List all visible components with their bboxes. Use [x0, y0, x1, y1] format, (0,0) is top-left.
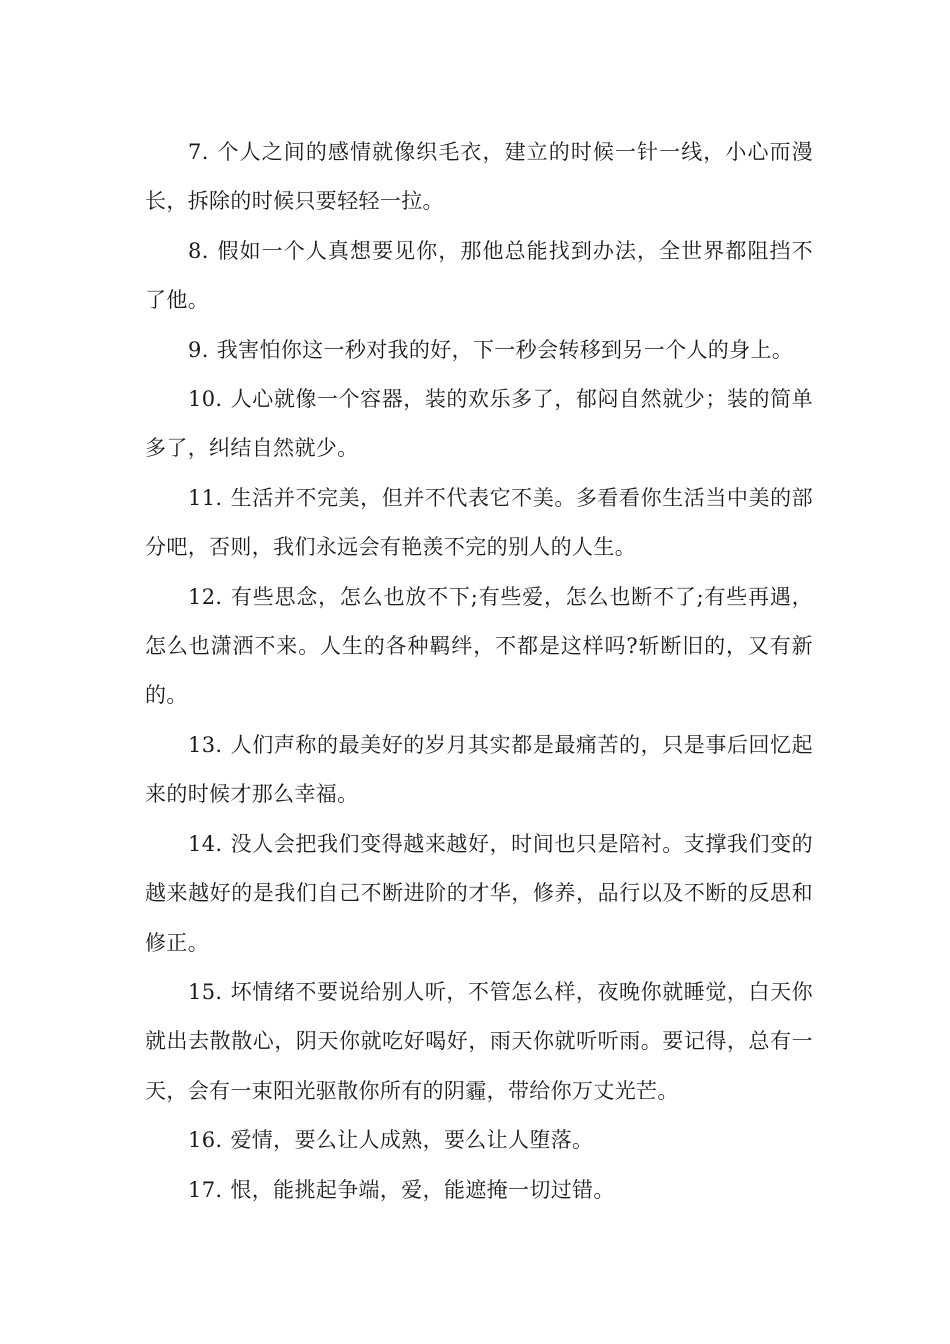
- paragraph-12: [145, 573, 813, 721]
- paragraph-text: 恨，能挑起争端，爱，能遮掩一切过错。: [230, 1177, 615, 1202]
- paragraph-text: 坏情绪不要说给别人听，不管怎么样，夜晚你就睡觉，白天你就出去散散心，阴天你就吃好喝好，雨天你就听听雨。要记得，总有一天，会有一束阳光驱散你所有的阴霾，带给你万丈光芒。: [145, 979, 813, 1103]
- paragraph-number: 15.: [188, 979, 223, 1004]
- paragraph-11: [145, 474, 813, 573]
- paragraph-number: 9.: [188, 337, 209, 362]
- document-body: [145, 128, 813, 1215]
- paragraph-number: 14.: [188, 831, 223, 856]
- paragraph-number: 10.: [188, 387, 223, 412]
- paragraph-text: 假如一个人真想要见你，那他总能找到办法，全世界都阻挡不了他。: [145, 238, 813, 313]
- paragraph-7: [145, 128, 813, 227]
- paragraph-text: 没人会把我们变得越来越好，时间也只是陪衬。支撑我们变的越来越好的是我们自己不断进阶的才华，修养，品行以及不断的反思和修正。: [145, 831, 813, 955]
- paragraph-number: 13.: [188, 732, 223, 757]
- paragraph-10: [145, 375, 813, 474]
- paragraph-16: [145, 1116, 813, 1165]
- paragraph-number: 17.: [188, 1177, 223, 1202]
- paragraph-13: [145, 721, 813, 820]
- paragraph-number: 11.: [188, 485, 223, 510]
- paragraph-number: 7.: [188, 140, 209, 164]
- paragraph-text: 个人之间的感情就像织毛衣，建立的时候一针一线，小心而漫长，拆除的时候只要轻轻一拉。: [145, 140, 813, 214]
- paragraph-14: [145, 820, 813, 968]
- paragraph-number: 12.: [188, 584, 223, 609]
- paragraph-8: [145, 227, 813, 326]
- paragraph-9: [145, 326, 813, 375]
- paragraph-text: 人心就像一个容器，装的欢乐多了，郁闷自然就少；装的简单多了，纠结自然就少。: [145, 387, 813, 461]
- paragraph-text: 有些思念，怎么也放不下;有些爱，怎么也断不了;有些再遇，怎么也潇洒不来。人生的各种羁绊，不都是这样吗?斩断旧的，又有新的。: [145, 584, 813, 708]
- paragraph-text: 爱情，要么让人成熟，要么让人堕落。: [230, 1128, 594, 1153]
- paragraph-text: 生活并不完美，但并不代表它不美。多看看你生活当中美的部分吧，否则，我们永远会有艳羡不完的别人的人生。: [145, 485, 813, 560]
- paragraph-17: [145, 1166, 813, 1215]
- paragraph-number: 8.: [188, 238, 209, 263]
- paragraph-15: [145, 968, 813, 1116]
- paragraph-number: 16.: [188, 1128, 223, 1153]
- paragraph-text: 人们声称的最美好的岁月其实都是最痛苦的，只是事后回忆起来的时候才那么幸福。: [145, 732, 813, 807]
- paragraph-text: 我害怕你这一秒对我的好，下一秒会转移到另一个人的身上。: [216, 337, 794, 362]
